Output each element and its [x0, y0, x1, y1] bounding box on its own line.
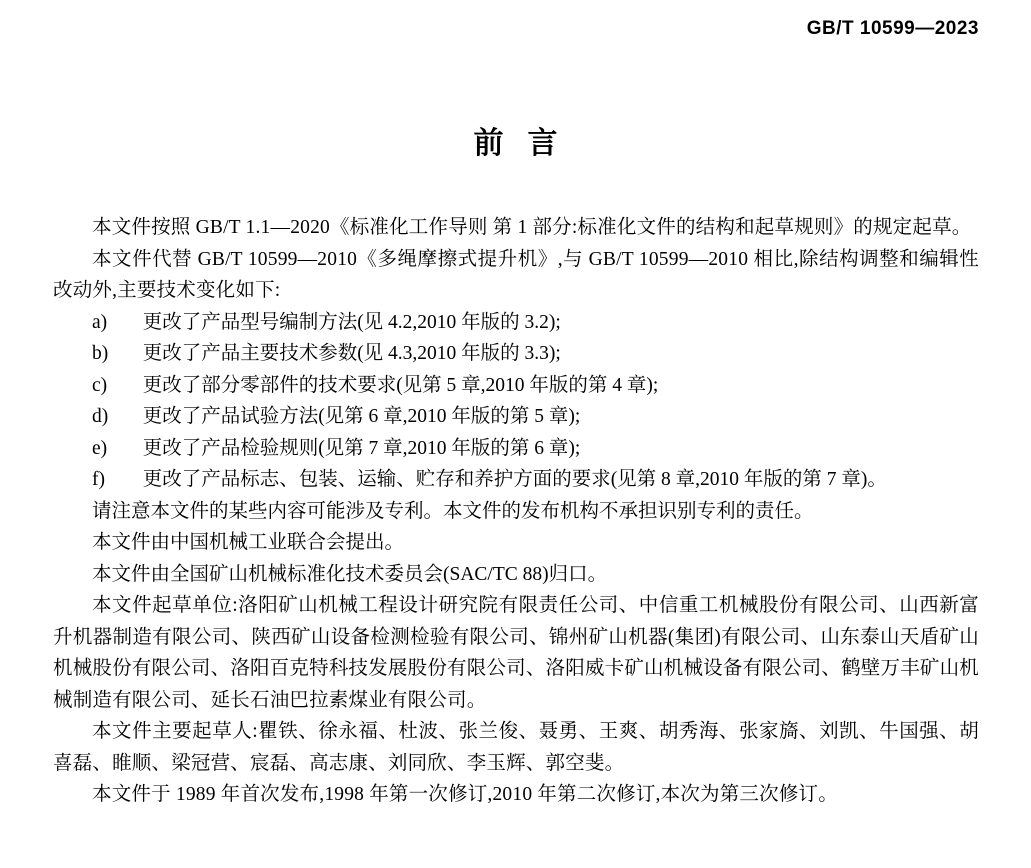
list-item: [53, 338, 979, 370]
list-item-marker: c): [92, 374, 108, 396]
list-item: [53, 307, 979, 339]
paragraph-proposed-by: 本文件由中国机械工业联合会提出。: [92, 532, 405, 553]
list-item: [53, 464, 979, 496]
list-item-label: 更改了产品检验规则(见第 7 章,2010 年版的第 6 章);: [142, 437, 581, 459]
list-item-marker: b): [92, 343, 109, 364]
list-item-marker: e): [92, 437, 108, 459]
paragraph-replacement-note: 本文件代替 GB/T 10599—2010《多绳摩擦式提升机》,与 GB/T 10599—2010 相比,除结构调整和编辑性改动外,主要技术变化如下:: [53, 248, 979, 301]
paragraph-under-jurisdiction-of: 本文件由全国矿山机械标准化技术委员会(SAC/TC 88)归口。: [92, 563, 608, 585]
paragraph-scope-basis: 本文件按照 GB/T 1.1—2020《标准化工作导则 第 1 部分:标准化文件的结构和起草规则》的规定起草。: [92, 217, 972, 238]
paragraph-revision-history: 本文件于 1989 年首次发布,1998 年第一次修订,2010 年第二次修订,本次为第三次修订。: [92, 784, 838, 805]
list-item: [53, 370, 979, 402]
list-item-label: 更改了部分零部件的技术要求(见第 5 章,2010 年版的第 4 章);: [142, 374, 659, 396]
list-item-marker: a): [92, 311, 108, 333]
paragraph-drafters: 本文件主要起草人:瞿铁、徐永福、杜波、张兰俊、聂勇、王爽、胡秀海、张家旖、刘凯、牛国强、胡喜磊、睢顺、梁冠营、宸磊、高志康、刘同欣、李玉辉、郭空斐。: [53, 721, 979, 774]
list-item-marker: d): [92, 406, 109, 427]
list-item-label: 更改了产品型号编制方法(见 4.2,2010 年版的 3.2);: [142, 311, 561, 333]
list-item-label: 更改了产品标志、包装、运输、贮存和养护方面的要求(见第 8 章,2010 年版的第 7 章)。: [142, 469, 887, 490]
document-body: [53, 212, 979, 811]
list-item-label: 更改了产品试验方法(见第 6 章,2010 年版的第 5 章);: [142, 406, 581, 427]
page-title: 前言: [473, 127, 582, 160]
paragraph-drafting-units: 本文件起草单位:洛阳矿山机械工程设计研究院有限责任公司、中信重工机械股份有限公司、山西新富升机器制造有限公司、陕西矿山设备检测检验有限公司、锦州矿山机器(集团)有限公司、山东泰山天盾矿山机械股份有限公司、洛阳百克特科技发展股份有限公司、洛阳威卡矿山机械设备有限公司、鹤壁万丰矿山机械制造有限公司、延长石油巴拉素煤业有限公司。: [53, 595, 979, 711]
list-item: [53, 401, 979, 433]
paragraph-patent-notice: 请注意本文件的某些内容可能涉及专利。本文件的发布机构不承担识别专利的责任。: [92, 500, 814, 522]
page-header-standard-number: GB/T 10599—2023: [806, 18, 979, 39]
list-item-label: 更改了产品主要技术参数(见 4.3,2010 年版的 3.3);: [142, 343, 561, 364]
list-item: [53, 433, 979, 465]
list-item-marker: f): [92, 469, 105, 490]
